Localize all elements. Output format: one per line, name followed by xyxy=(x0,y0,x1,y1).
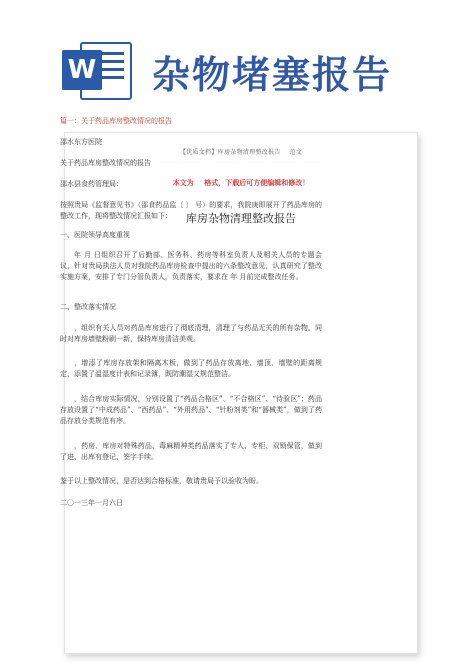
org-name: 邵水东方医院 xyxy=(60,138,102,146)
header-suffix: 范文 xyxy=(289,149,303,156)
paragraph-2: ，组织有关人员对药品库房进行了彻底清理，清理了与药品无关的所有杂物。同时对库房墙壁粉刷一新，保持库房清洁美观。 xyxy=(60,324,322,343)
header-title: 库房杂物清理整改报告 xyxy=(217,149,281,156)
paragraph-5: ，药房、库房对特殊药品、毒麻精神类药品落实了专人、专柜、双锁保管，做到了进、出库有登记、签字手续。 xyxy=(60,442,322,461)
section-link[interactable]: 篇一：关于药品库房整改情况的报告 xyxy=(60,117,172,125)
banner-title: 杂物堵塞报告 xyxy=(152,53,393,97)
faint-notice-line: · · · · · · · · · · · · · · · · · · · · · · · · · · · · · · · · · · · · · · · · · · · · · · · · · · · · · · · · · · · · · · · · · · · · · · xyxy=(152,160,330,165)
paragraph-4: ，结合库房实际情况，分别设置了“药品合格区”、“不合格区”、“待验区”；药品存放设置了“中成药品”、“西药品”、“外用药品”、“针粉剂类”和“器械类”，做到了药品存放分类规范有序。 xyxy=(60,395,322,425)
word-icon-lines xyxy=(102,52,124,84)
document-title: 库房杂物清理整改报告 xyxy=(186,212,296,225)
banner xyxy=(0,0,474,112)
section-heading-1: 一、医院领导高度重视 xyxy=(60,231,130,239)
section-heading-2: 二、整改落实情况 xyxy=(60,303,116,311)
intro-paragraph: 按照贵局《监督意见书》（邵食药品监〔 〕 号）的要求，我院庚即展开了药品库房的整改工作，现将整改情况汇报如下： xyxy=(60,201,322,220)
recipient: 邵水县食药管理局： xyxy=(60,180,123,188)
paragraph-1: 年 月 日组织召开了后勤部、医务科、药房等科室负责人及相关人员的专题会议，针对贵局执法人员对我院药品库房检查中提出的六条整改意见，认真研究了整改实施方案，安排了专门分管负责人，负责落实，要求在 年 月前完成整改任务。 xyxy=(60,251,322,281)
header-tag: 【优质文档】 xyxy=(179,149,218,156)
word-document-icon xyxy=(62,38,132,100)
report-heading: 关于药品库房整改情况的报告 xyxy=(60,159,151,167)
word-icon-letter: W xyxy=(62,50,102,90)
promo-right: 格式，下载后可方便编辑和修改！ xyxy=(204,178,310,187)
closing-paragraph: 鉴于以上整改情况，是否达到合格标准，敬请贵局予以验收为盼。 xyxy=(60,477,263,485)
paragraph-3: ，增添了库房存放架和隔离木板，做到了药品存放离地、墙顶、墙壁的距离规定，添置了温湿度计表和记录簿，既防潮湿又规范整洁。 xyxy=(60,359,322,378)
document-date: 二〇一三年一月六日 xyxy=(60,499,123,507)
promo-left: 本文为 xyxy=(172,178,194,187)
document-header xyxy=(65,147,417,156)
